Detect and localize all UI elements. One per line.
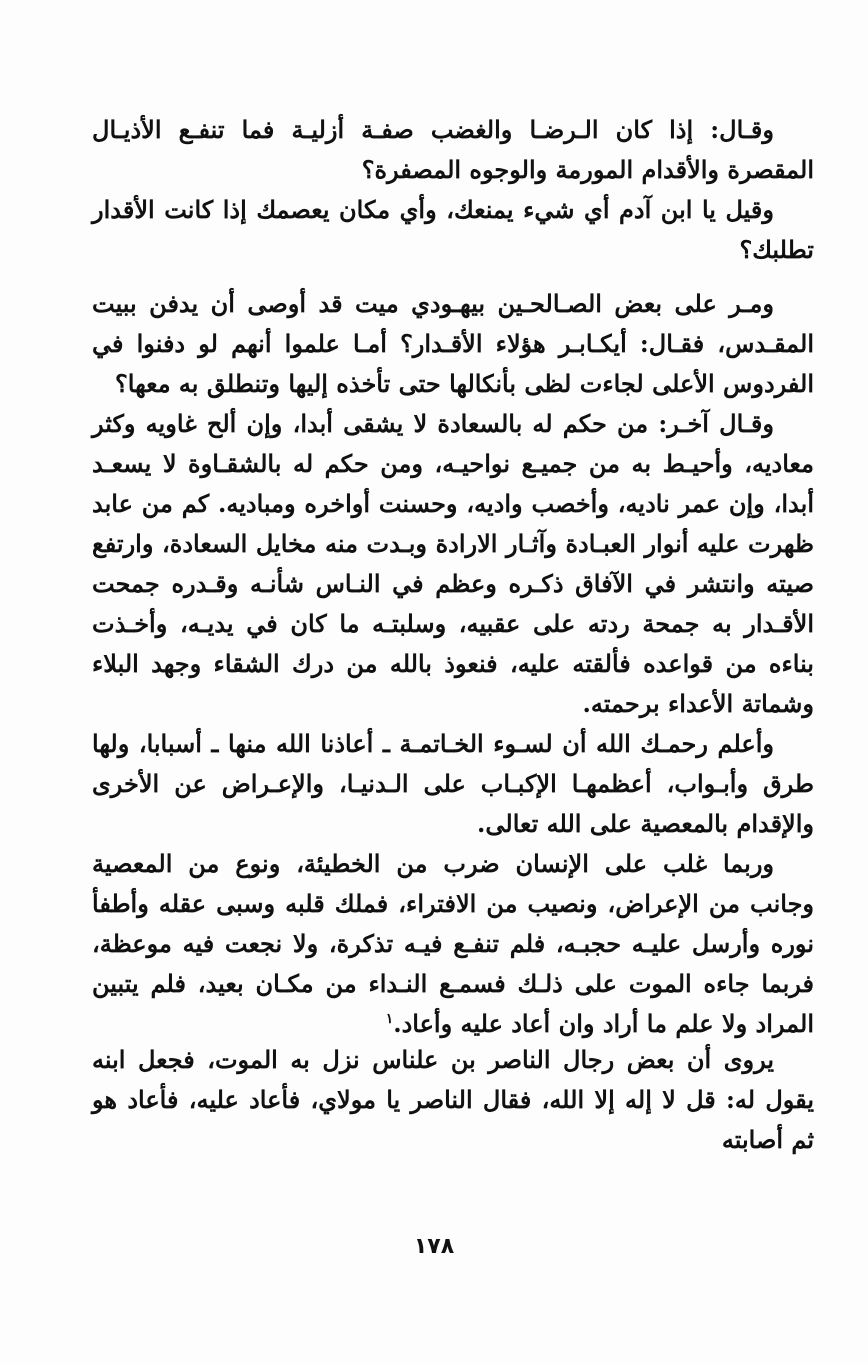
- paragraph: وقـال آخـر: من حكم له بالسعادة لا يشقى أبدا، وإن ألح غاويه وكثر معاديه، وأحيـط به من جميـع نواحيـه، ومن حكم له بالشقـاوة لا يسعـد أبدا، وإن عمر ناديه، وأخصب واديه، وحسنت أواخره ومباديه. كم من عابد ظهرت عليه أنوار العبـادة وآثـار الارادة وبـدت منه مخايل السعادة، وارتفع صيته وانتشر في الآفاق ذكـره وعظم في النـاس شأنـه وقـدره جمحت الأقـدار به جمحة ردته على عقبيه، وسلبتـه ما كان في يديـه، وأخـذت بناءه من قواعده فألقته عليه، فنعوذ بالله من درك الشقاء وجهد البلاء وشماتة الأعداء برحمته.: [92, 409, 814, 718]
- paragraph: وأعلم رحمـك الله أن لسـوء الخـاتمـة ـ أعاذنا الله منها ـ أسبابا، ولها طرق وأبـواب، أعظمهـا الإكبـاب على الـدنيـا، والإعـراض عن الأخرى والإقدام بالمعصية على الله تعالى.: [92, 729, 814, 838]
- main-text: [92, 110, 814, 1044]
- footnote-text: يروى أن بعض رجال الناصر بن علناس نزل به الموت، فجعل ابنه يقول له: قل لا إله إلا الله، فقال الناصر يا مولاي، فأعاد عليه، فأعاد هو ثم أصابته: [92, 1045, 814, 1154]
- paragraph: وقـال: إذا كان الـرضـا والغضب صفـة أزليـة فما تنفـع الأذيـال المقصرة والأقدام المورمة والوجوه المصفرة؟: [92, 115, 814, 184]
- footnote-mark: ١: [385, 1011, 394, 1027]
- paragraph: وقيل يا ابن آدم أي شيء يمنعك، وأي مكان يعصمك إذا كانت الأقدار تطلبك؟: [92, 195, 814, 264]
- paragraph-with-footnote: [92, 844, 814, 1044]
- paragraph: ومـر على بعض الصـالحـين بيهـودي ميت قد أوصى أن يدفن ببيت المقـدس، فقـال: أيكـابـر هؤلاء الأقـدار؟ أمـا علموا أنهم لو دفنوا في الفردوس الأعلى لجاءت لظى بأنكالها حتى تأخذه إليها وتنطلق به معها؟: [92, 289, 814, 398]
- page-number: ١٧٨: [413, 1234, 455, 1259]
- paragraph-text: وربما غلب على الإنسان ضرب من الخطيئة، ونوع من المعصية وجانب من الإعراض، ونصيب من الافتراء، فملك قلبه وسبى عقله وأطفأ نوره وأرسل عليـه حجبـه، فلم تنفـع فيـه تذكرة، ولا نجعت فيه موعظة، فربما جاءه الموت على ذلـك فسمـع النـداء من مكـان بعيد، فلم يتبين المراد ولا علم ما أراد وان أعاد عليه وأعاد.: [92, 849, 814, 1038]
- footnote: [92, 1040, 814, 1160]
